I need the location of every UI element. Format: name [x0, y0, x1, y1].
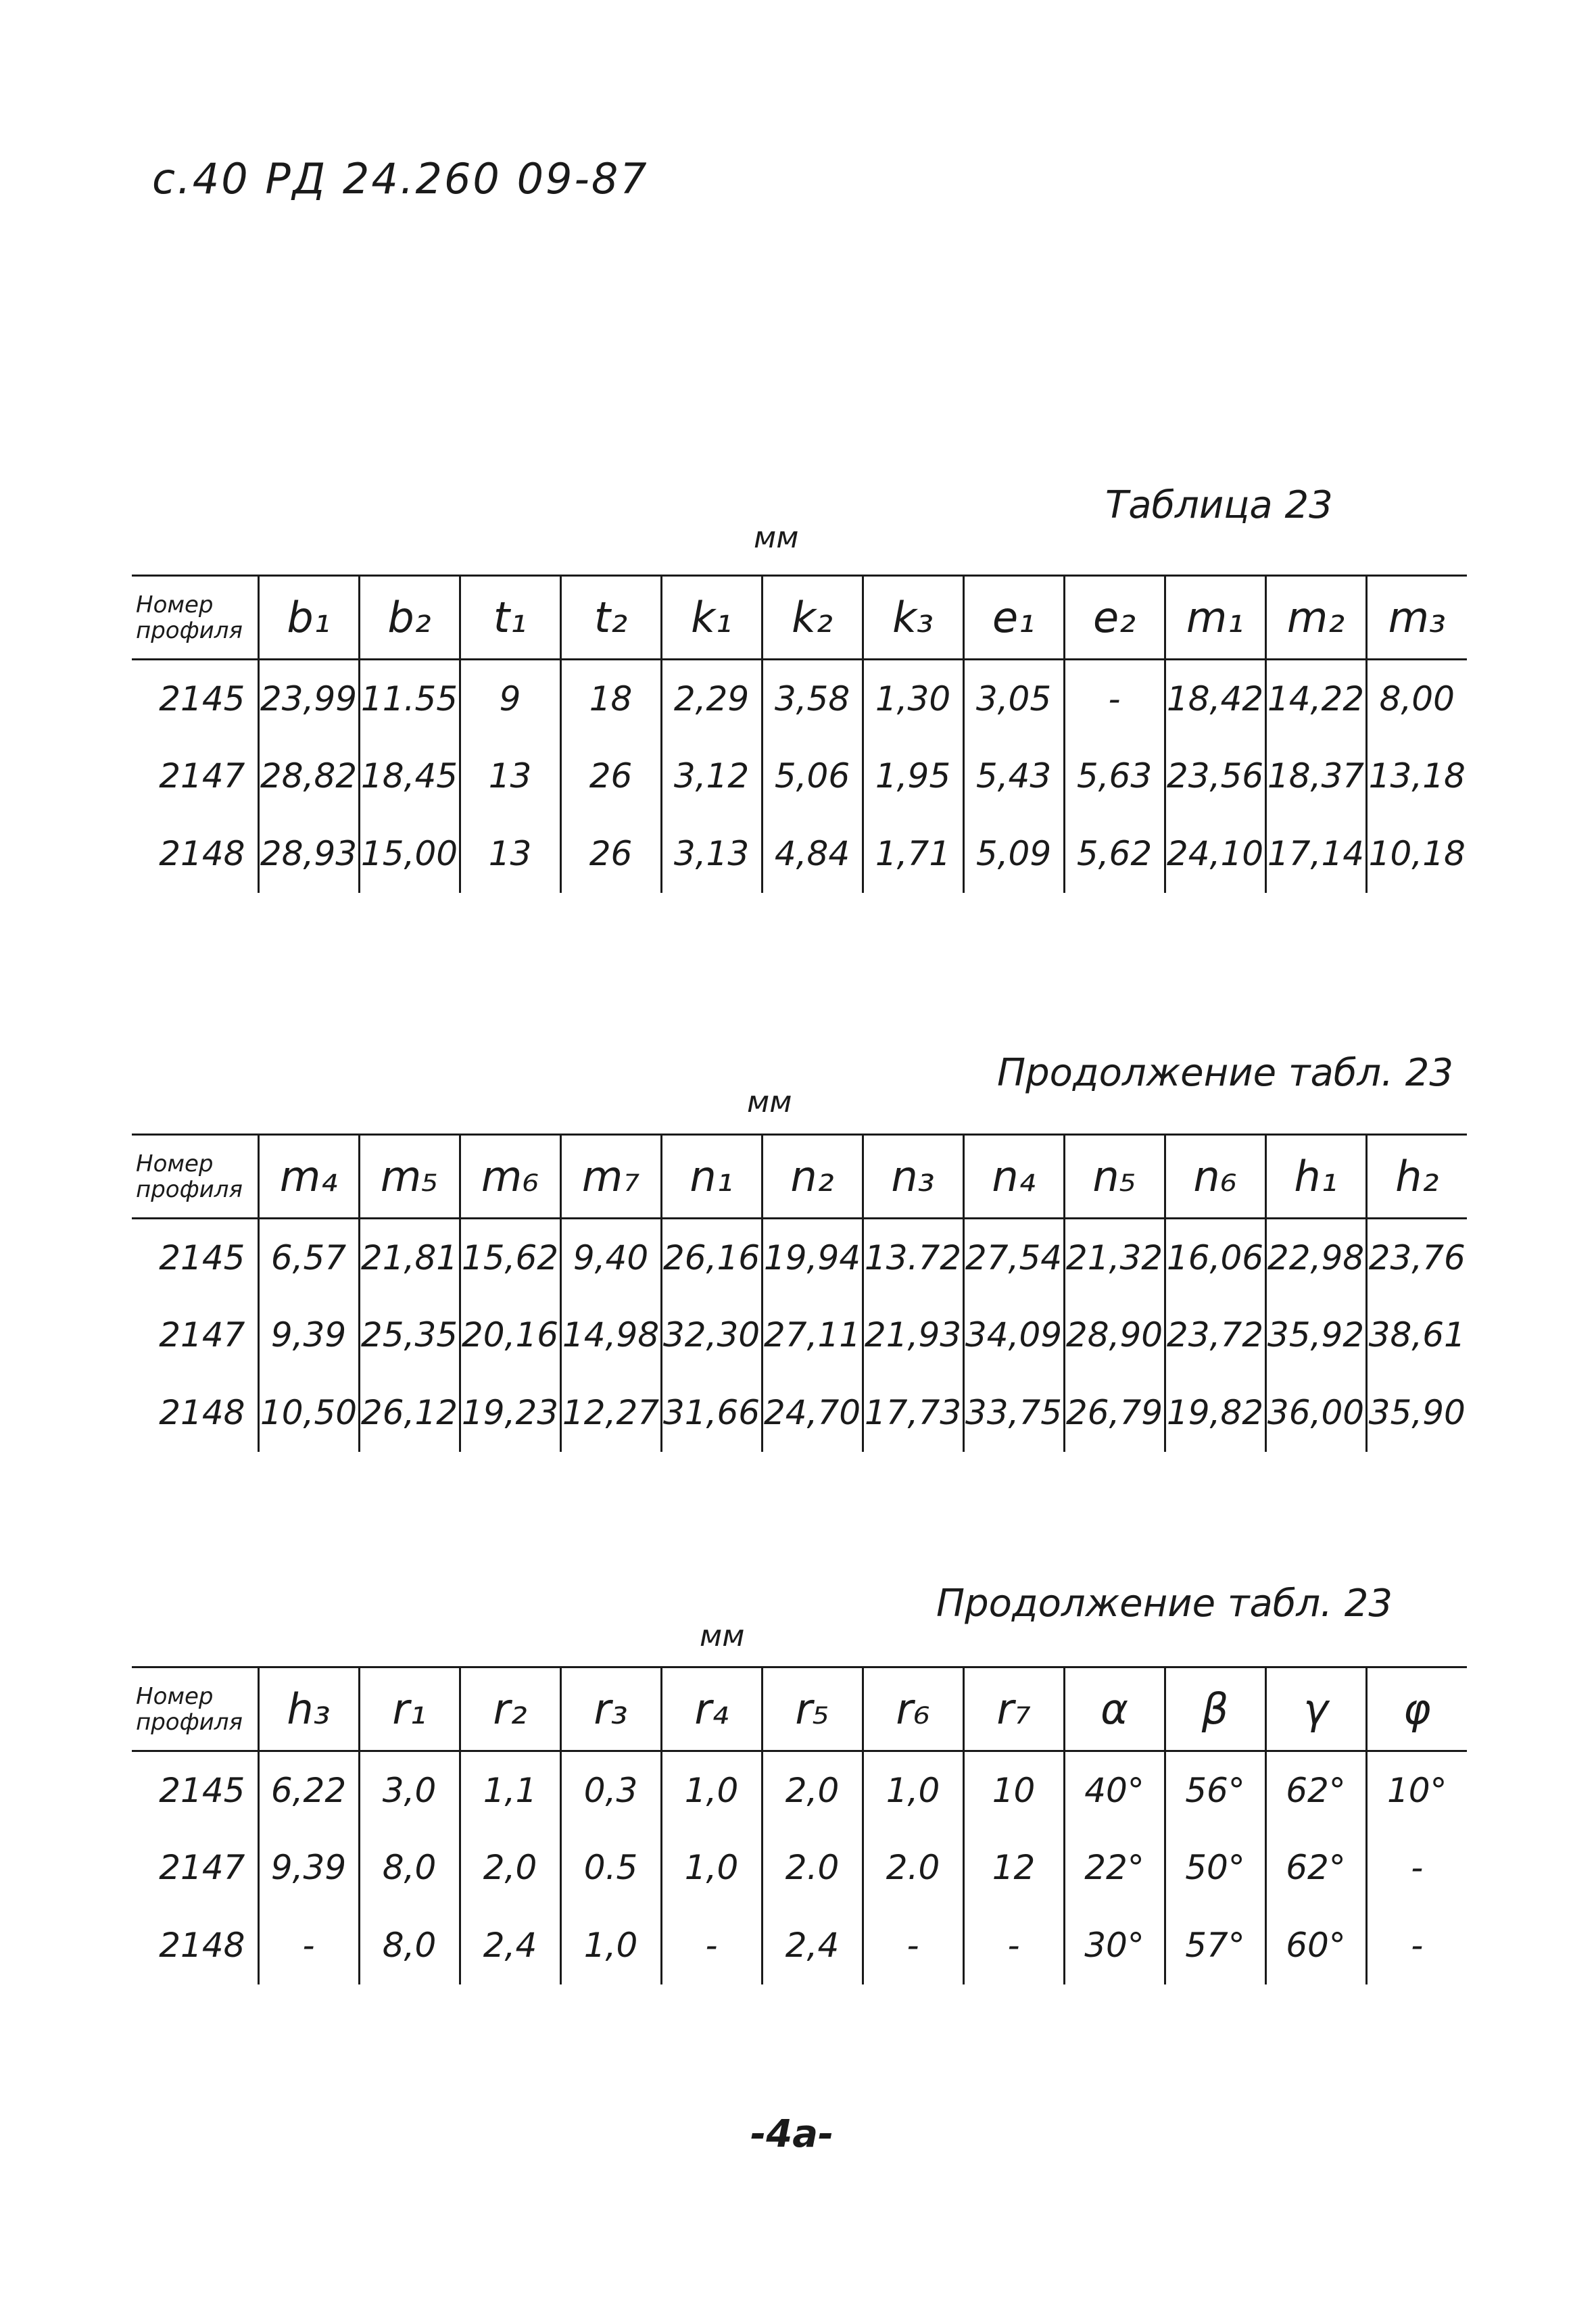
- column-header: t₂: [560, 576, 661, 660]
- unit-label: мм: [700, 1619, 745, 1653]
- table-cell: 12,27: [560, 1374, 661, 1452]
- table-cell: 3,12: [661, 737, 762, 815]
- table-cell: 14,22: [1265, 660, 1366, 737]
- table-cell: 1,0: [661, 1829, 762, 1907]
- row-header-cell: Номер профиля: [132, 1667, 258, 1751]
- table-cell: 22°: [1064, 1829, 1165, 1907]
- column-header: e₁: [963, 576, 1064, 660]
- table-cell: 34,09: [963, 1296, 1064, 1374]
- column-header: n₅: [1064, 1135, 1165, 1219]
- column-header: n₁: [661, 1135, 762, 1219]
- table-caption: Таблица 23: [1105, 483, 1333, 527]
- table-cell: 19,82: [1165, 1374, 1265, 1452]
- page-number: -4a-: [750, 2112, 834, 2156]
- column-header: n₂: [762, 1135, 863, 1219]
- table-cell: 28,90: [1064, 1296, 1165, 1374]
- table-cell: 10°: [1366, 1751, 1467, 1829]
- table-cell: 23,72: [1165, 1296, 1265, 1374]
- column-header: r₆: [863, 1667, 963, 1751]
- table-cell: 9: [460, 660, 560, 737]
- table-cell: -: [1064, 660, 1165, 737]
- data-table: [132, 1666, 1467, 1984]
- table-cell: 19,23: [460, 1374, 560, 1452]
- table-cell: 1,95: [863, 737, 963, 815]
- table-cell: 22,98: [1265, 1219, 1366, 1296]
- table-cell: 1,0: [661, 1751, 762, 1829]
- table-cell: 21,81: [359, 1219, 460, 1296]
- table-cell: 3,05: [963, 660, 1064, 737]
- table-cell: 14,98: [560, 1296, 661, 1374]
- table-cell: 35,90: [1366, 1374, 1467, 1452]
- column-header: α: [1064, 1667, 1165, 1751]
- table-row: [132, 1751, 1467, 1829]
- table-cell: 36,00: [1265, 1374, 1366, 1452]
- table-cell: 5,09: [963, 815, 1064, 893]
- table-cell: 8,0: [359, 1829, 460, 1907]
- table-cell: 17,14: [1265, 815, 1366, 893]
- table-cell: 26: [560, 737, 661, 815]
- profile-number-cell: 2147: [159, 1315, 245, 1355]
- data-table: [132, 575, 1467, 893]
- column-header: r₇: [963, 1667, 1064, 1751]
- table-cell: 4,84: [762, 815, 863, 893]
- table-row: [132, 1829, 1467, 1907]
- table-cell: 21,32: [1064, 1219, 1165, 1296]
- column-header: n₄: [963, 1135, 1064, 1219]
- table-cell: 2.0: [762, 1829, 863, 1907]
- column-header: m₁: [1165, 576, 1265, 660]
- table-row: [132, 1219, 1467, 1296]
- table-cell: 3,58: [762, 660, 863, 737]
- table-cell: 15,00: [359, 815, 460, 893]
- table-cell: -: [1366, 1907, 1467, 1984]
- column-header: h₃: [258, 1667, 359, 1751]
- table-cell: 13: [460, 815, 560, 893]
- table-cell: 19,94: [762, 1219, 863, 1296]
- column-header: n₃: [863, 1135, 963, 1219]
- table-cell: 26,12: [359, 1374, 460, 1452]
- table-cell: -: [258, 1907, 359, 1984]
- table-cell: 9,39: [258, 1296, 359, 1374]
- table-cell: 24,10: [1165, 815, 1265, 893]
- table-cell: 3,13: [661, 815, 762, 893]
- table-cell: 23,99: [258, 660, 359, 737]
- profile-number-cell: 2148: [159, 1393, 245, 1432]
- column-header: n₆: [1165, 1135, 1265, 1219]
- column-header: φ: [1366, 1667, 1467, 1751]
- table-cell: 26: [560, 815, 661, 893]
- column-header: t₁: [460, 576, 560, 660]
- table-cell: 0.5: [560, 1829, 661, 1907]
- column-header: r₂: [460, 1667, 560, 1751]
- column-header: k₁: [661, 576, 762, 660]
- table-cell: 27,11: [762, 1296, 863, 1374]
- table-header-row: [132, 1667, 1467, 1751]
- table-cell: 31,66: [661, 1374, 762, 1452]
- column-header: k₂: [762, 576, 863, 660]
- table-cell: 35,92: [1265, 1296, 1366, 1374]
- unit-label: мм: [747, 1085, 792, 1119]
- column-header: b₁: [258, 576, 359, 660]
- table-cell: 8,0: [359, 1907, 460, 1984]
- column-header: r₃: [560, 1667, 661, 1751]
- table-cell: 62°: [1265, 1829, 1366, 1907]
- column-header: β: [1165, 1667, 1265, 1751]
- table-cell: 16,06: [1165, 1219, 1265, 1296]
- table-cell: 5,62: [1064, 815, 1165, 893]
- profile-number-cell: 2148: [159, 1926, 245, 1965]
- table-cell: 2,4: [762, 1907, 863, 1984]
- table-cell: 20,16: [460, 1296, 560, 1374]
- table-cell: 13,18: [1366, 737, 1467, 815]
- table-row: [132, 815, 1467, 893]
- column-header: m₅: [359, 1135, 460, 1219]
- column-header: k₃: [863, 576, 963, 660]
- table-cell: 25,35: [359, 1296, 460, 1374]
- profile-number-cell: 2145: [159, 679, 245, 718]
- column-header: m₃: [1366, 576, 1467, 660]
- table-cell: 8,00: [1366, 660, 1467, 737]
- table-cell: 2,29: [661, 660, 762, 737]
- table-cell: 40°: [1064, 1751, 1165, 1829]
- table-cell: 18: [560, 660, 661, 737]
- column-header: h₁: [1265, 1135, 1366, 1219]
- column-header: γ: [1265, 1667, 1366, 1751]
- table-cell: 18,42: [1165, 660, 1265, 737]
- table-cell: 62°: [1265, 1751, 1366, 1829]
- table-cell: 18,45: [359, 737, 460, 815]
- table-cell: 1,0: [560, 1907, 661, 1984]
- table-cell: 56°: [1165, 1751, 1265, 1829]
- table-cell: 27,54: [963, 1219, 1064, 1296]
- table-cell: 2.0: [863, 1829, 963, 1907]
- table-caption: Продолжение табл. 23: [997, 1051, 1453, 1095]
- table-cell: 5,06: [762, 737, 863, 815]
- table-cell: 13.72: [863, 1219, 963, 1296]
- table-cell: 10,50: [258, 1374, 359, 1452]
- table-cell: 10: [963, 1751, 1064, 1829]
- table-cell: -: [1366, 1829, 1467, 1907]
- table-cell: 10,18: [1366, 815, 1467, 893]
- table-row: [132, 660, 1467, 737]
- table-cell: 6,57: [258, 1219, 359, 1296]
- table-cell: -: [963, 1907, 1064, 1984]
- table-cell: 26,79: [1064, 1374, 1165, 1452]
- table-cell: 23,56: [1165, 737, 1265, 815]
- table-cell: 3,0: [359, 1751, 460, 1829]
- table-body: [132, 1751, 1467, 1984]
- table-cell: 26,16: [661, 1219, 762, 1296]
- table-cell: 38,61: [1366, 1296, 1467, 1374]
- table-cell: 2,0: [762, 1751, 863, 1829]
- table-cell: 15,62: [460, 1219, 560, 1296]
- table-cell: 9,40: [560, 1219, 661, 1296]
- column-header: m₇: [560, 1135, 661, 1219]
- table-body: [132, 660, 1467, 893]
- column-header: r₁: [359, 1667, 460, 1751]
- table-cell: 50°: [1165, 1829, 1265, 1907]
- table-cell: 5,63: [1064, 737, 1165, 815]
- table-body: [132, 1219, 1467, 1452]
- column-header: m₂: [1265, 576, 1366, 660]
- table-cell: -: [661, 1907, 762, 1984]
- table-header-row: [132, 1135, 1467, 1219]
- table-cell: 1,71: [863, 815, 963, 893]
- table-cell: 1,30: [863, 660, 963, 737]
- table-cell: 60°: [1265, 1907, 1366, 1984]
- table-cell: 9,39: [258, 1829, 359, 1907]
- column-header: r₄: [661, 1667, 762, 1751]
- profile-number-cell: 2148: [159, 834, 245, 873]
- table-header-row: [132, 576, 1467, 660]
- table-cell: 1,1: [460, 1751, 560, 1829]
- table-cell: 1,0: [863, 1751, 963, 1829]
- profile-number-cell: 2145: [159, 1238, 245, 1277]
- table-caption: Продолжение табл. 23: [936, 1582, 1393, 1626]
- column-header: h₂: [1366, 1135, 1467, 1219]
- table-row: [132, 737, 1467, 815]
- row-header-cell: Номер профиля: [132, 576, 258, 660]
- table-cell: 21,93: [863, 1296, 963, 1374]
- profile-number-cell: 2147: [159, 1848, 245, 1887]
- table-cell: 13: [460, 737, 560, 815]
- table-cell: 28,93: [258, 815, 359, 893]
- column-header: b₂: [359, 576, 460, 660]
- row-header-cell: Номер профиля: [132, 1135, 258, 1219]
- table-row: [132, 1907, 1467, 1984]
- column-header: e₂: [1064, 576, 1165, 660]
- table-cell: 6,22: [258, 1751, 359, 1829]
- table-cell: 32,30: [661, 1296, 762, 1374]
- page-header: с.40 РД 24.260 09-87: [152, 154, 649, 203]
- column-header: m₄: [258, 1135, 359, 1219]
- table-cell: 17,73: [863, 1374, 963, 1452]
- table-cell: 57°: [1165, 1907, 1265, 1984]
- table-cell: 2,4: [460, 1907, 560, 1984]
- table-cell: 11.55: [359, 660, 460, 737]
- profile-number-cell: 2145: [159, 1770, 245, 1810]
- table-cell: 24,70: [762, 1374, 863, 1452]
- table-cell: 33,75: [963, 1374, 1064, 1452]
- table-cell: 23,76: [1366, 1219, 1467, 1296]
- table-cell: 12: [963, 1829, 1064, 1907]
- table-cell: 5,43: [963, 737, 1064, 815]
- data-table: [132, 1134, 1467, 1452]
- table-cell: 2,0: [460, 1829, 560, 1907]
- column-header: r₅: [762, 1667, 863, 1751]
- table-cell: 0,3: [560, 1751, 661, 1829]
- table-cell: 30°: [1064, 1907, 1165, 1984]
- table-row: [132, 1296, 1467, 1374]
- column-header: m₆: [460, 1135, 560, 1219]
- table-row: [132, 1374, 1467, 1452]
- profile-number-cell: 2147: [159, 756, 245, 796]
- table-cell: -: [863, 1907, 963, 1984]
- table-cell: 18,37: [1265, 737, 1366, 815]
- unit-label: мм: [754, 520, 799, 555]
- table-cell: 28,82: [258, 737, 359, 815]
